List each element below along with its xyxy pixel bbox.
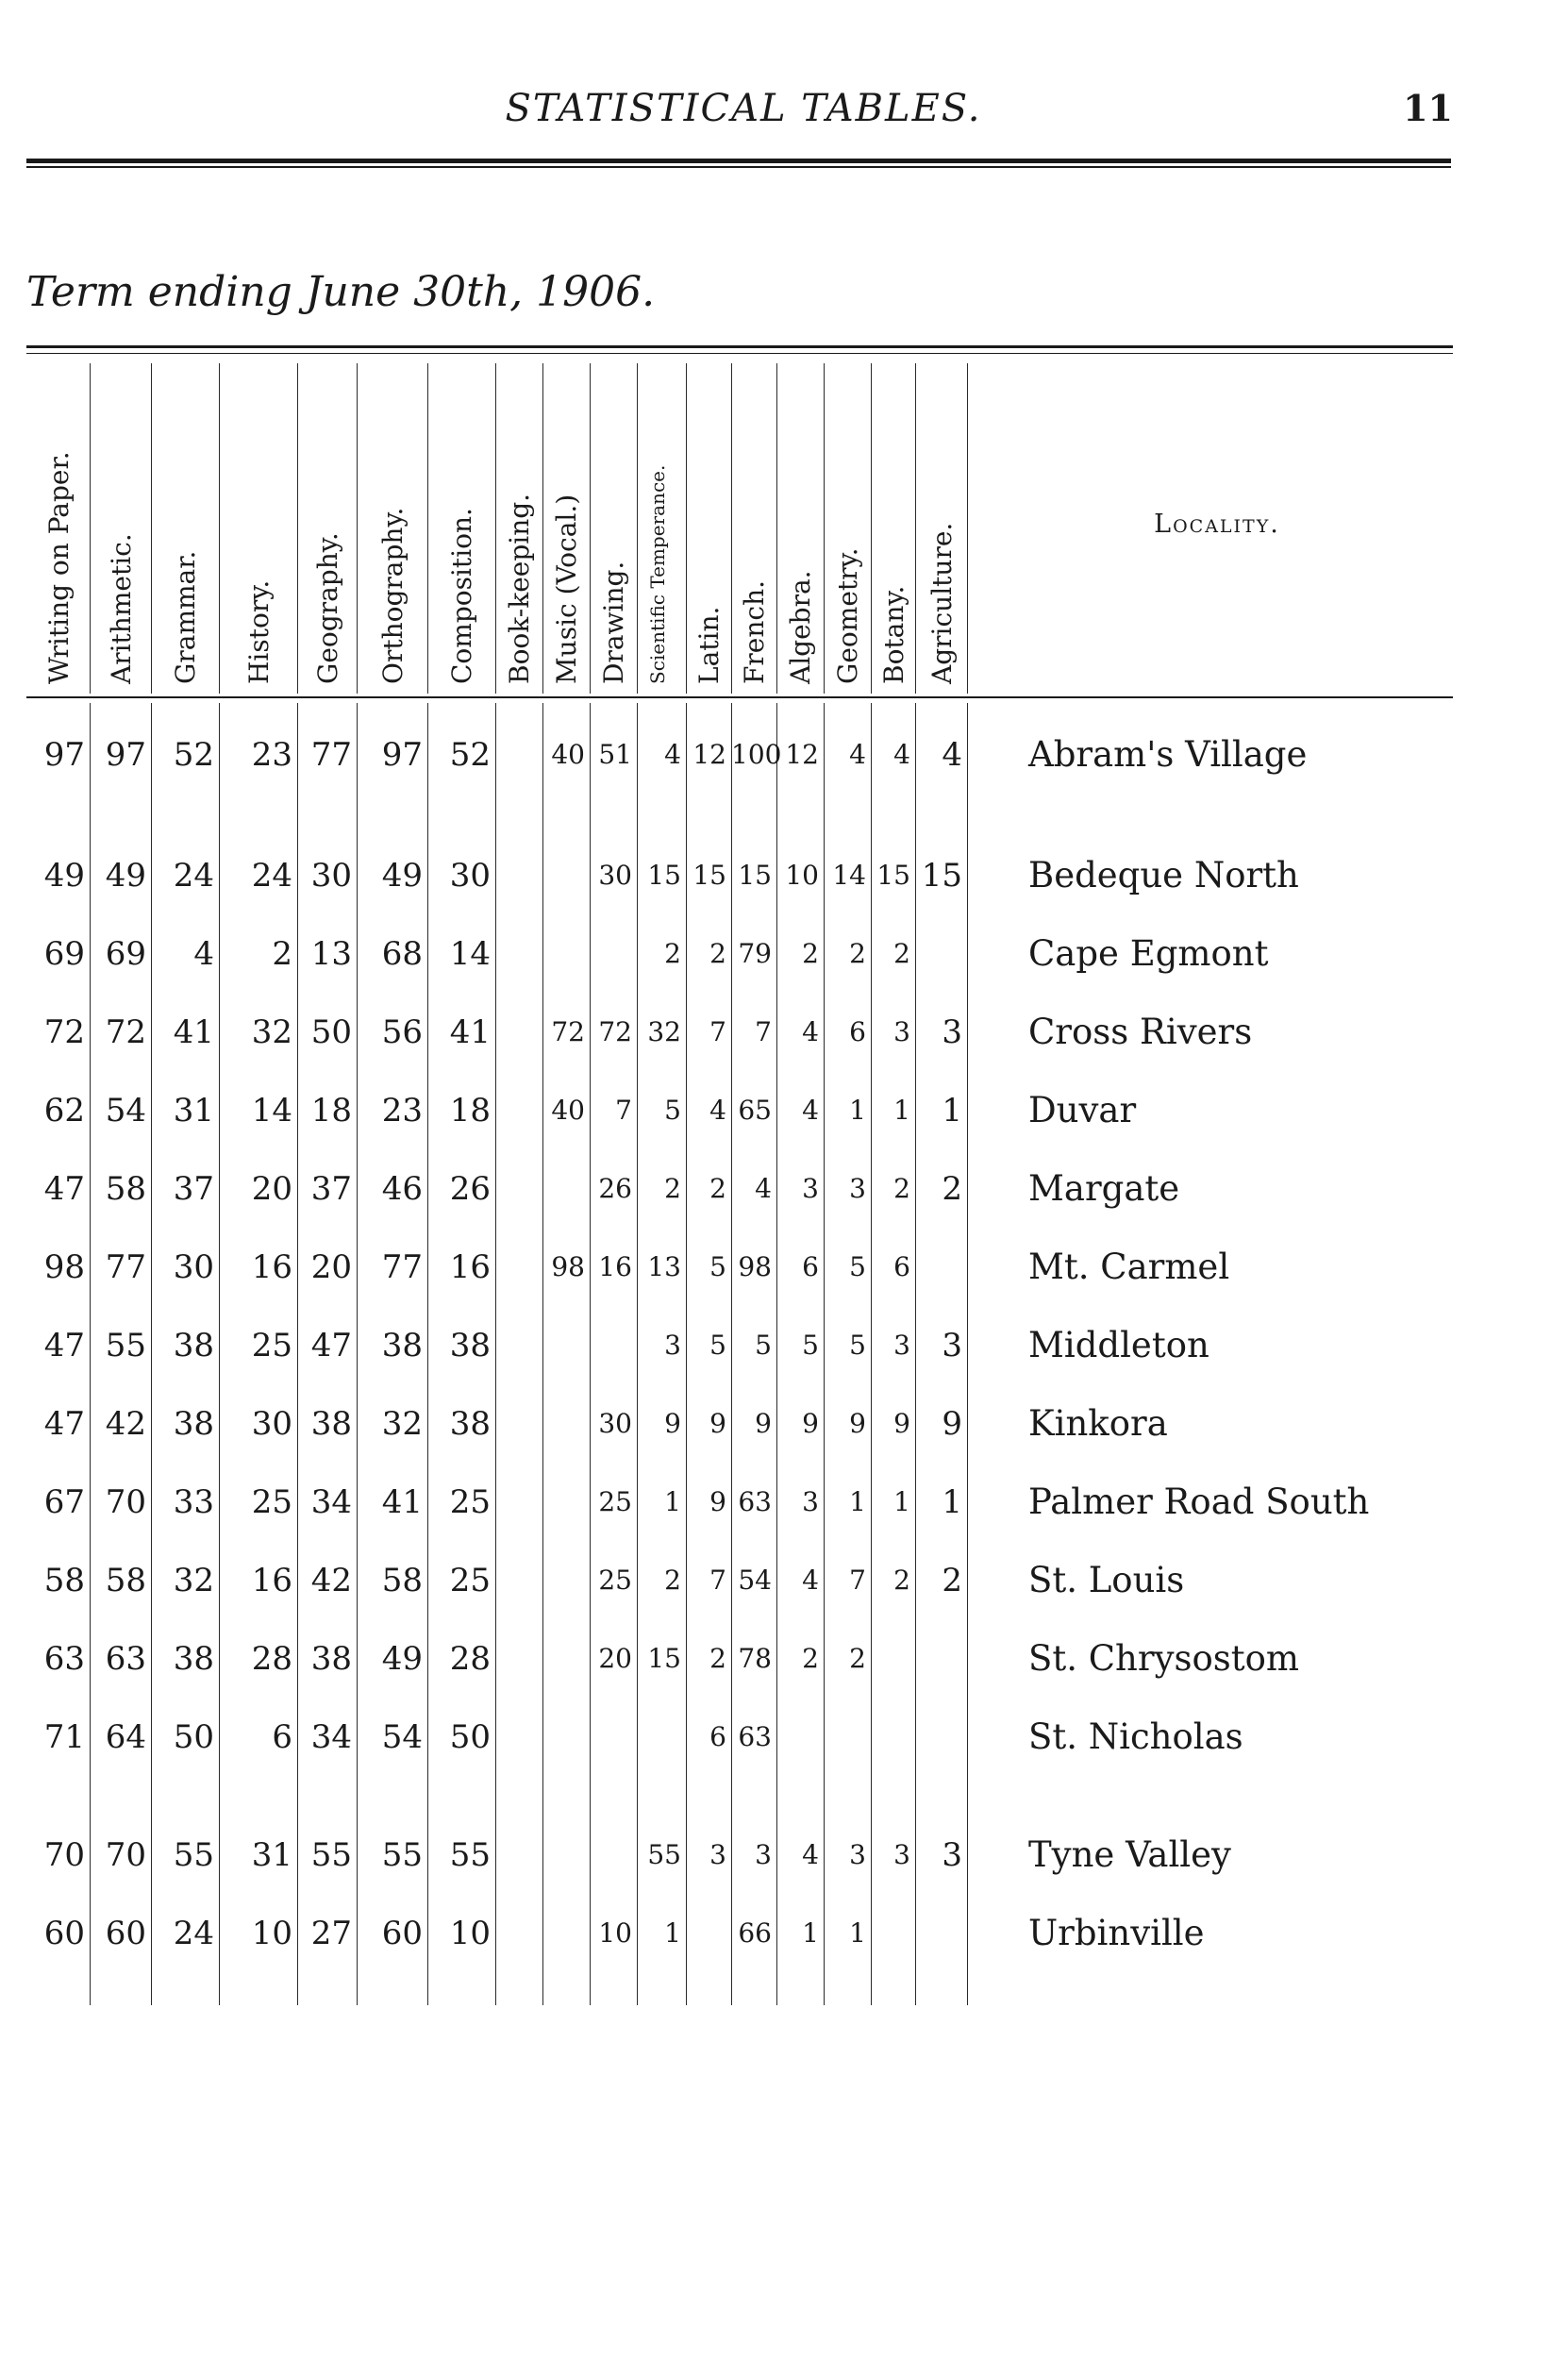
column-header xyxy=(357,363,427,689)
table-row xyxy=(0,1552,1568,1609)
column-rule-header xyxy=(967,363,968,694)
column-header-label: Grammar. xyxy=(170,550,201,684)
table-cell: 77 xyxy=(105,1248,146,1286)
table-cell: 18 xyxy=(310,1092,352,1130)
table-cell: 2 xyxy=(664,1173,681,1204)
table-cell: 55 xyxy=(381,1836,423,1874)
table-cell: 63 xyxy=(105,1640,146,1678)
table-cell: 2 xyxy=(664,938,681,969)
locality-name: St. Chrysostom xyxy=(1028,1638,1299,1679)
table-cell: 28 xyxy=(449,1640,491,1678)
table-cell: 72 xyxy=(598,1016,632,1047)
column-header-label: French. xyxy=(739,579,770,684)
table-cell: 46 xyxy=(381,1170,423,1208)
table-cell: 1 xyxy=(664,1917,681,1949)
table-row xyxy=(0,1709,1568,1766)
table-cell: 16 xyxy=(449,1248,491,1286)
column-header xyxy=(26,363,90,689)
table-cell: 10 xyxy=(251,1915,292,1952)
table-top-rule xyxy=(26,345,1453,348)
table-cell: 41 xyxy=(449,1013,491,1051)
table-cell: 97 xyxy=(381,736,423,774)
table-cell: 7 xyxy=(615,1095,632,1126)
column-header xyxy=(427,363,495,689)
locality-name: Kinkora xyxy=(1028,1403,1168,1444)
locality-name: Urbinville xyxy=(1028,1913,1205,1953)
table-cell: 64 xyxy=(105,1718,146,1756)
table-cell: 23 xyxy=(381,1092,423,1130)
table-cell: 3 xyxy=(802,1173,819,1204)
table-cell: 6 xyxy=(802,1251,819,1282)
table-cell: 77 xyxy=(381,1248,423,1286)
table-cell: 15 xyxy=(647,860,681,891)
table-row xyxy=(0,1631,1568,1687)
table-cell: 38 xyxy=(449,1327,491,1364)
table-cell: 2 xyxy=(802,1643,819,1674)
table-cell: 2 xyxy=(709,938,726,969)
table-row xyxy=(0,1396,1568,1452)
table-cell: 2 xyxy=(942,1170,962,1208)
table-cell: 5 xyxy=(709,1251,726,1282)
table-cell: 6 xyxy=(849,1016,866,1047)
table-cell: 69 xyxy=(105,935,146,973)
table-cell: 20 xyxy=(251,1170,292,1208)
column-header-label: Book-keeping. xyxy=(504,493,535,684)
table-cell: 60 xyxy=(43,1915,85,1952)
table-cell: 30 xyxy=(173,1248,214,1286)
table-cell: 72 xyxy=(551,1016,585,1047)
table-cell: 9 xyxy=(942,1405,962,1443)
column-header-label: Latin. xyxy=(693,606,725,684)
table-cell: 40 xyxy=(551,1095,585,1126)
table-cell: 25 xyxy=(251,1483,292,1521)
table-cell: 1 xyxy=(942,1483,962,1521)
table-cell: 40 xyxy=(551,739,585,770)
table-cell: 2 xyxy=(709,1173,726,1204)
table-cell: 20 xyxy=(310,1248,352,1286)
table-cell: 31 xyxy=(173,1092,214,1130)
table-cell: 6 xyxy=(272,1718,292,1756)
table-cell: 54 xyxy=(381,1718,423,1756)
table-cell: 9 xyxy=(849,1408,866,1439)
table-cell: 55 xyxy=(105,1327,146,1364)
locality-name: Abram's Village xyxy=(1028,734,1308,775)
table-cell: 30 xyxy=(310,857,352,895)
table-cell: 5 xyxy=(849,1251,866,1282)
column-header xyxy=(871,363,915,689)
table-cell: 2 xyxy=(893,1565,910,1596)
column-header-label: Botany. xyxy=(877,585,909,684)
table-top-rule-thin xyxy=(26,353,1453,354)
table-cell: 1 xyxy=(849,1095,866,1126)
column-header xyxy=(637,363,686,689)
table-cell: 2 xyxy=(664,1565,681,1596)
table-cell: 38 xyxy=(449,1405,491,1443)
table-cell: 98 xyxy=(738,1251,772,1282)
table-cell: 15 xyxy=(876,860,910,891)
table-cell: 3 xyxy=(942,1013,962,1051)
table-cell: 20 xyxy=(598,1643,632,1674)
locality-name: Cross Rivers xyxy=(1028,1012,1253,1052)
table-cell: 16 xyxy=(251,1562,292,1599)
table-cell: 3 xyxy=(802,1486,819,1517)
table-cell: 2 xyxy=(709,1643,726,1674)
table-row xyxy=(0,1905,1568,1962)
table-cell: 58 xyxy=(105,1562,146,1599)
table-cell: 1 xyxy=(849,1486,866,1517)
table-cell: 9 xyxy=(709,1486,726,1517)
table-cell: 6 xyxy=(893,1251,910,1282)
table-cell: 9 xyxy=(802,1408,819,1439)
table-cell: 13 xyxy=(310,935,352,973)
table-cell: 58 xyxy=(381,1562,423,1599)
table-cell: 24 xyxy=(173,1915,214,1952)
table-cell: 60 xyxy=(105,1915,146,1952)
column-header xyxy=(776,363,824,689)
table-cell: 30 xyxy=(449,857,491,895)
page-number: 11 xyxy=(1403,87,1453,129)
column-header xyxy=(90,363,151,689)
table-cell: 49 xyxy=(43,857,85,895)
table-row xyxy=(0,926,1568,982)
table-row xyxy=(0,1239,1568,1296)
table-cell: 65 xyxy=(738,1095,772,1126)
table-cell: 5 xyxy=(755,1330,772,1361)
table-cell: 62 xyxy=(43,1092,85,1130)
table-cell: 15 xyxy=(692,860,726,891)
table-cell: 31 xyxy=(251,1836,292,1874)
table-cell: 77 xyxy=(310,736,352,774)
table-cell: 24 xyxy=(173,857,214,895)
table-cell: 79 xyxy=(738,938,772,969)
table-cell: 4 xyxy=(193,935,214,973)
table-cell: 5 xyxy=(849,1330,866,1361)
column-header-label: Algebra. xyxy=(785,570,816,684)
table-cell: 49 xyxy=(105,857,146,895)
table-cell: 70 xyxy=(105,1483,146,1521)
table-cell: 38 xyxy=(173,1640,214,1678)
table-row xyxy=(0,1474,1568,1531)
table-cell: 38 xyxy=(381,1327,423,1364)
table-cell: 7 xyxy=(709,1016,726,1047)
table-cell: 47 xyxy=(43,1327,85,1364)
table-cell: 32 xyxy=(251,1013,292,1051)
table-cell: 33 xyxy=(173,1483,214,1521)
table-cell: 15 xyxy=(647,1643,681,1674)
table-cell: 28 xyxy=(251,1640,292,1678)
table-cell: 63 xyxy=(43,1640,85,1678)
table-cell: 7 xyxy=(755,1016,772,1047)
table-cell: 41 xyxy=(381,1483,423,1521)
locality-name: Cape Egmont xyxy=(1028,933,1269,974)
table-cell: 58 xyxy=(105,1170,146,1208)
table-cell: 3 xyxy=(849,1839,866,1870)
locality-name: Tyne Valley xyxy=(1028,1834,1231,1875)
table-row xyxy=(0,1161,1568,1217)
column-header xyxy=(731,363,776,689)
table-cell: 78 xyxy=(738,1643,772,1674)
table-cell: 25 xyxy=(598,1486,632,1517)
table-row xyxy=(0,847,1568,904)
table-cell: 2 xyxy=(272,935,292,973)
table-cell: 6 xyxy=(709,1721,726,1752)
term-heading: Term ending June 30th, 1906. xyxy=(26,268,656,316)
table-cell: 9 xyxy=(755,1408,772,1439)
table-cell: 1 xyxy=(893,1486,910,1517)
table-cell: 4 xyxy=(893,739,910,770)
table-cell: 14 xyxy=(832,860,866,891)
table-cell: 16 xyxy=(598,1251,632,1282)
table-cell: 97 xyxy=(105,736,146,774)
table-cell: 63 xyxy=(738,1721,772,1752)
table-cell: 4 xyxy=(709,1095,726,1126)
table-cell: 5 xyxy=(664,1095,681,1126)
table-cell: 4 xyxy=(802,1095,819,1126)
column-header xyxy=(297,363,357,689)
locality-column-header: Locality. xyxy=(1154,510,1280,539)
table-cell: 16 xyxy=(251,1248,292,1286)
table-row xyxy=(0,1082,1568,1139)
table-cell: 97 xyxy=(43,736,85,774)
column-header xyxy=(824,363,871,689)
column-header-label: Geography. xyxy=(311,532,343,684)
table-cell: 24 xyxy=(251,857,292,895)
table-cell: 26 xyxy=(598,1173,632,1204)
column-header xyxy=(915,363,967,689)
table-cell: 3 xyxy=(893,1330,910,1361)
table-cell: 30 xyxy=(598,860,632,891)
table-cell: 42 xyxy=(105,1405,146,1443)
table-cell: 25 xyxy=(449,1483,491,1521)
table-cell: 3 xyxy=(942,1327,962,1364)
table-cell: 4 xyxy=(802,1016,819,1047)
table-cell: 5 xyxy=(802,1330,819,1361)
table-cell: 34 xyxy=(310,1483,352,1521)
table-cell: 1 xyxy=(942,1092,962,1130)
locality-name: St. Nicholas xyxy=(1028,1716,1243,1757)
table-cell: 26 xyxy=(449,1170,491,1208)
column-header-label: Geometry. xyxy=(832,547,863,684)
table-cell: 9 xyxy=(893,1408,910,1439)
table-cell: 7 xyxy=(849,1565,866,1596)
column-header xyxy=(495,363,542,689)
column-header-label: History. xyxy=(242,579,275,684)
table-cell: 72 xyxy=(105,1013,146,1051)
table-cell: 4 xyxy=(849,739,866,770)
table-cell: 30 xyxy=(598,1408,632,1439)
column-header xyxy=(542,363,590,689)
table-cell: 30 xyxy=(251,1405,292,1443)
table-cell: 55 xyxy=(449,1836,491,1874)
table-cell: 47 xyxy=(310,1327,352,1364)
table-cell: 10 xyxy=(449,1915,491,1952)
table-cell: 42 xyxy=(310,1562,352,1599)
table-cell: 63 xyxy=(738,1486,772,1517)
table-cell: 69 xyxy=(43,935,85,973)
table-cell: 54 xyxy=(738,1565,772,1596)
table-cell: 25 xyxy=(449,1562,491,1599)
table-cell: 67 xyxy=(43,1483,85,1521)
column-header-label: Arithmetic. xyxy=(105,533,137,684)
column-header xyxy=(686,363,731,689)
table-cell: 14 xyxy=(449,935,491,973)
table-cell: 41 xyxy=(173,1013,214,1051)
table-cell: 4 xyxy=(755,1173,772,1204)
locality-name: Duvar xyxy=(1028,1090,1137,1130)
table-cell: 49 xyxy=(381,857,423,895)
column-header xyxy=(219,363,297,689)
table-cell: 9 xyxy=(709,1408,726,1439)
table-cell: 55 xyxy=(173,1836,214,1874)
table-cell: 70 xyxy=(43,1836,85,1874)
table-cell: 1 xyxy=(802,1917,819,1949)
table-cell: 15 xyxy=(921,857,962,895)
column-header xyxy=(590,363,637,689)
table-cell: 2 xyxy=(942,1562,962,1599)
table-cell: 38 xyxy=(173,1405,214,1443)
table-cell: 9 xyxy=(664,1408,681,1439)
table-cell: 2 xyxy=(849,1643,866,1674)
table-cell: 100 xyxy=(731,739,782,770)
running-header xyxy=(26,87,1460,143)
table-cell: 98 xyxy=(43,1248,85,1286)
table-cell: 50 xyxy=(310,1013,352,1051)
column-header xyxy=(151,363,219,689)
table-cell: 51 xyxy=(598,739,632,770)
table-cell: 54 xyxy=(105,1092,146,1130)
table-cell: 37 xyxy=(173,1170,214,1208)
table-cell: 98 xyxy=(551,1251,585,1282)
table-header-rule xyxy=(26,696,1453,698)
table-cell: 55 xyxy=(647,1839,681,1870)
table-cell: 3 xyxy=(664,1330,681,1361)
table-cell: 12 xyxy=(785,739,819,770)
table-cell: 55 xyxy=(310,1836,352,1874)
column-header-label: Music (Vocal.) xyxy=(551,494,582,684)
table-cell: 2 xyxy=(849,938,866,969)
locality-name: Middleton xyxy=(1028,1325,1209,1365)
table-cell: 7 xyxy=(709,1565,726,1596)
table-cell: 12 xyxy=(692,739,726,770)
table-cell: 27 xyxy=(310,1915,352,1952)
column-header-label: Orthography. xyxy=(376,507,409,684)
column-header-label: Composition. xyxy=(446,508,477,684)
table-row xyxy=(0,1004,1568,1061)
table-cell: 4 xyxy=(942,736,962,774)
table-cell: 5 xyxy=(709,1330,726,1361)
table-row xyxy=(0,1827,1568,1883)
table-cell: 3 xyxy=(755,1839,772,1870)
column-header-label: Writing on Paper. xyxy=(42,451,75,684)
table-cell: 13 xyxy=(647,1251,681,1282)
table-cell: 3 xyxy=(942,1836,962,1874)
table-cell: 3 xyxy=(849,1173,866,1204)
table-cell: 25 xyxy=(251,1327,292,1364)
table-cell: 38 xyxy=(173,1327,214,1364)
table-cell: 58 xyxy=(43,1562,85,1599)
table-cell: 47 xyxy=(43,1405,85,1443)
header-rule xyxy=(26,159,1451,168)
table-cell: 38 xyxy=(310,1405,352,1443)
running-title: STATISTICAL TABLES. xyxy=(505,87,982,130)
table-cell: 2 xyxy=(802,938,819,969)
locality-name: St. Louis xyxy=(1028,1560,1185,1600)
table-cell: 47 xyxy=(43,1170,85,1208)
table-cell: 3 xyxy=(709,1839,726,1870)
locality-name: Bedeque North xyxy=(1028,855,1299,895)
table-cell: 3 xyxy=(893,1016,910,1047)
table-cell: 68 xyxy=(381,935,423,973)
table-cell: 4 xyxy=(802,1839,819,1870)
table-cell: 23 xyxy=(251,736,292,774)
table-cell: 3 xyxy=(893,1839,910,1870)
locality-name: Mt. Carmel xyxy=(1028,1247,1230,1287)
table-cell: 71 xyxy=(43,1718,85,1756)
table-cell: 10 xyxy=(598,1917,632,1949)
table-cell: 50 xyxy=(449,1718,491,1756)
table-cell: 4 xyxy=(664,739,681,770)
table-row xyxy=(0,727,1568,783)
table-cell: 32 xyxy=(647,1016,681,1047)
table-row xyxy=(0,1317,1568,1374)
table-cell: 49 xyxy=(381,1640,423,1678)
locality-name: Palmer Road South xyxy=(1028,1481,1370,1522)
table-cell: 32 xyxy=(381,1405,423,1443)
table-cell: 25 xyxy=(598,1565,632,1596)
table-cell: 70 xyxy=(105,1836,146,1874)
table-cell: 52 xyxy=(173,736,214,774)
table-cell: 66 xyxy=(738,1917,772,1949)
table-cell: 38 xyxy=(310,1640,352,1678)
table-cell: 2 xyxy=(893,938,910,969)
column-header-label: Agriculture. xyxy=(926,522,958,684)
table-cell: 14 xyxy=(251,1092,292,1130)
column-header-label: Drawing. xyxy=(598,561,629,684)
table-cell: 10 xyxy=(785,860,819,891)
table-cell: 50 xyxy=(173,1718,214,1756)
table-cell: 15 xyxy=(738,860,772,891)
table-cell: 1 xyxy=(849,1917,866,1949)
table-cell: 1 xyxy=(893,1095,910,1126)
table-cell: 4 xyxy=(802,1565,819,1596)
column-header-label: Scientific Temperance. xyxy=(646,464,669,684)
table-cell: 18 xyxy=(449,1092,491,1130)
table-cell: 34 xyxy=(310,1718,352,1756)
table-cell: 72 xyxy=(43,1013,85,1051)
table-cell: 37 xyxy=(310,1170,352,1208)
table-cell: 52 xyxy=(449,736,491,774)
table-cell: 56 xyxy=(381,1013,423,1051)
locality-name: Margate xyxy=(1028,1168,1180,1209)
table-cell: 1 xyxy=(664,1486,681,1517)
table-cell: 32 xyxy=(173,1562,214,1599)
table-cell: 2 xyxy=(893,1173,910,1204)
table-cell: 60 xyxy=(381,1915,423,1952)
